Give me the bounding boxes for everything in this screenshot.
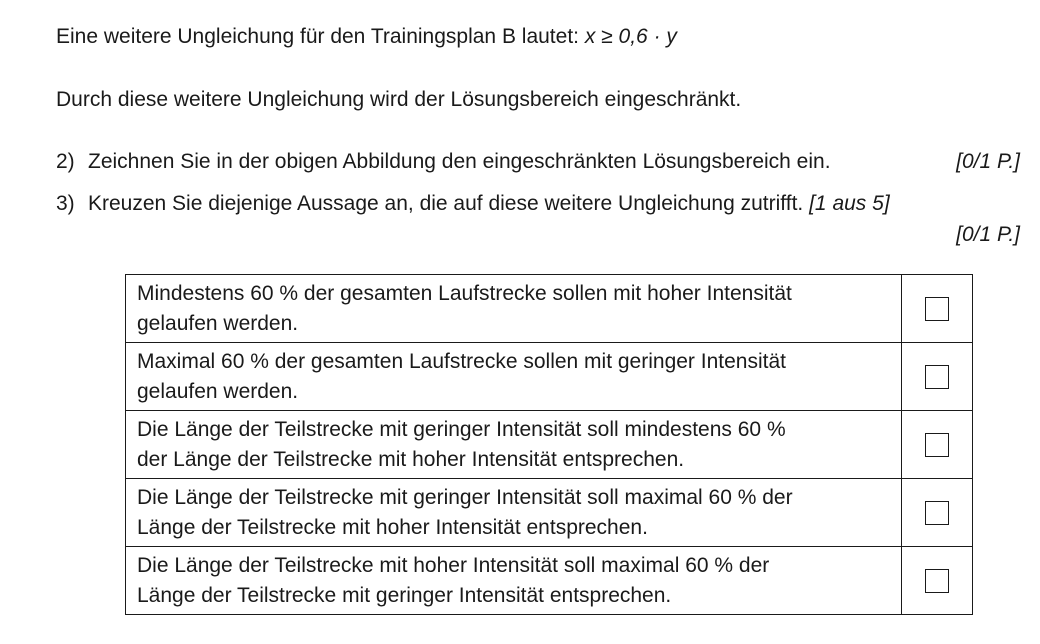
option-text-line-2: der Länge der Teilstrecke mit hoher Intensität entsprechen. bbox=[137, 447, 685, 471]
restriction-sentence: Durch diese weitere Ungleichung wird der Lösungsbereich eingeschränkt. bbox=[56, 88, 742, 111]
inequality-formula: x ≥ 0,6 · y bbox=[584, 25, 677, 48]
option-checkbox-cell bbox=[902, 275, 973, 343]
option-text-line-1: Die Länge der Teilstrecke mit geringer Intensität soll maximal 60 % der bbox=[137, 485, 793, 509]
option-text-line-1: Maximal 60 % der gesamten Laufstrecke sollen mit geringer Intensität bbox=[137, 349, 786, 373]
inequality-prefix: Eine weitere Ungleichung für den Trainingsplan B lautet: bbox=[56, 25, 579, 48]
task-2-points: [0/1 P.] bbox=[956, 150, 1020, 173]
task-3-text: Kreuzen Sie diejenige Aussage an, die auf diese weitere Ungleichung zutrifft. bbox=[88, 192, 804, 215]
option-3-checkbox[interactable] bbox=[925, 433, 949, 457]
answer-options-table bbox=[125, 274, 973, 615]
option-row bbox=[126, 275, 973, 343]
option-text-line-1: Mindestens 60 % der gesamten Laufstrecke sollen mit hoher Intensität bbox=[137, 281, 792, 305]
option-checkbox-cell bbox=[902, 343, 973, 411]
option-statement bbox=[126, 547, 902, 615]
task-2-text: Zeichnen Sie in der obigen Abbildung den eingeschränkten Lösungsbereich ein. bbox=[88, 150, 831, 173]
option-text-line-2: Länge der Teilstrecke mit geringer Intensität entsprechen. bbox=[137, 583, 672, 607]
task-2-number: 2) bbox=[56, 150, 75, 173]
option-row bbox=[126, 411, 973, 479]
inequality-statement bbox=[56, 24, 677, 50]
option-5-checkbox[interactable] bbox=[925, 569, 949, 593]
option-text-line-1: Die Länge der Teilstrecke mit geringer Intensität soll mindestens 60 % bbox=[137, 417, 786, 441]
task-3-points: [0/1 P.] bbox=[956, 223, 1020, 246]
task-3-number: 3) bbox=[56, 192, 75, 215]
task-3-instruction bbox=[88, 191, 890, 217]
option-statement bbox=[126, 343, 902, 411]
option-text-line-2: gelaufen werden. bbox=[137, 379, 299, 403]
option-checkbox-cell bbox=[902, 411, 973, 479]
task-3-selection-hint: [1 aus 5] bbox=[809, 192, 890, 215]
option-4-checkbox[interactable] bbox=[925, 501, 949, 525]
option-1-checkbox[interactable] bbox=[925, 297, 949, 321]
option-statement bbox=[126, 411, 902, 479]
option-row bbox=[126, 547, 973, 615]
option-text-line-2: Länge der Teilstrecke mit hoher Intensität entsprechen. bbox=[137, 515, 648, 539]
option-statement bbox=[126, 479, 902, 547]
option-row bbox=[126, 343, 973, 411]
option-2-checkbox[interactable] bbox=[925, 365, 949, 389]
option-statement bbox=[126, 275, 902, 343]
option-text-line-1: Die Länge der Teilstrecke mit hoher Intensität soll maximal 60 % der bbox=[137, 553, 770, 577]
option-text-line-2: gelaufen werden. bbox=[137, 311, 299, 335]
option-row bbox=[126, 479, 973, 547]
option-checkbox-cell bbox=[902, 479, 973, 547]
option-checkbox-cell bbox=[902, 547, 973, 615]
